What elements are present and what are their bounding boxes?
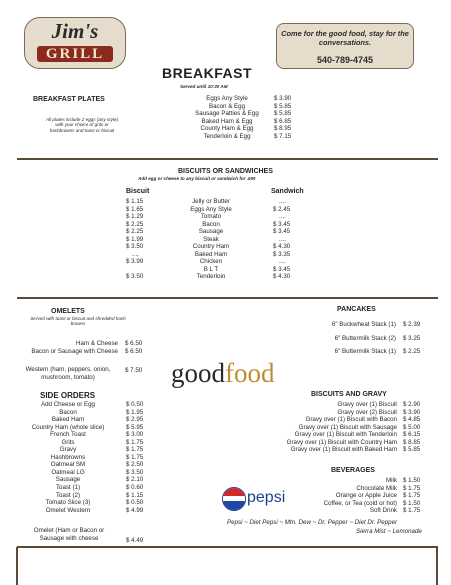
side-order-price: $ 1.75 — [126, 438, 144, 446]
beverage-item: Chocolate Milk — [356, 484, 397, 492]
biscuit-item: Bacon — [202, 220, 220, 228]
sandwich-price: .... — [279, 235, 286, 243]
pepsi-globe-blue — [223, 501, 245, 510]
biscuits-title: BISCUITS OR SANDWICHES — [178, 168, 273, 175]
logo-text-bottom: GRILL — [45, 46, 105, 62]
breakfast-item: Tenderloin & Egg — [203, 132, 251, 140]
jims-grill-logo — [24, 17, 126, 69]
biscuit-item: Eggs Any Style — [190, 205, 232, 213]
side-order-price: $ 3.00 — [126, 431, 144, 439]
beverage-prices — [403, 477, 420, 515]
breakfast-item-names — [186, 95, 268, 140]
breakfast-item: Eggs Any Style — [206, 95, 248, 102]
breakfast-price: $ 3.90 — [274, 95, 292, 102]
beverage-price: $ 1.75 — [403, 507, 421, 515]
biscuit-price: $ 1.65 — [126, 205, 144, 213]
pancake-price: $ 2.39 — [403, 321, 421, 328]
pepsi-wordmark: pepsi — [247, 489, 286, 506]
side-order-item: French Toast — [50, 431, 86, 439]
gravy-price: $ 3.90 — [403, 408, 421, 416]
side-order-prices — [126, 401, 143, 514]
side-order-price: $ 2.95 — [126, 416, 144, 424]
breakfast-plates-note: All plates include 2 eggs (any style) with your choice of grits or hashbrowns and toast or biscuit — [45, 117, 118, 133]
sandwich-price: .... — [279, 258, 286, 266]
biscuit-prices — [126, 198, 143, 281]
phone-number: 540-789-4745 — [316, 55, 374, 65]
gravy-item: Gravy over (1) Biscuit with Bacon — [305, 416, 397, 424]
biscuit-item: Steak — [203, 235, 219, 243]
biscuit-item: Chicken — [199, 258, 223, 266]
biscuit-price — [126, 266, 143, 274]
gravy-price: $ 8.85 — [403, 438, 421, 446]
omelets-note: Served with toast or biscuit and shredded hash browns — [30, 316, 126, 327]
side-order-item: Oatmeal LG — [51, 468, 85, 476]
breakfast-price: $ 6.85 — [274, 117, 292, 125]
side-order-item: Toast (1) — [55, 484, 81, 492]
divider-1 — [17, 158, 438, 160]
side-orders-title: SIDE ORDERS — [40, 391, 96, 400]
breakfast-served-note: Served until 10:30 AM — [180, 84, 228, 89]
beverage-price: $ 1.75 — [403, 484, 421, 492]
breakfast-title: BREAKFAST — [162, 65, 253, 81]
beverage-names — [290, 477, 397, 515]
breakfast-price: $ 8.95 — [274, 125, 292, 133]
gravy-item-names — [270, 401, 397, 454]
gravy-item: Gravy over (1) Biscuit with Baked Ham — [290, 446, 397, 454]
biscuit-price: .... — [132, 250, 139, 258]
divider-bottom — [17, 546, 438, 548]
breakfast-price: $ 7.15 — [274, 132, 292, 140]
side-order-item: Omelet Western — [45, 506, 91, 514]
side-order-names — [20, 401, 116, 514]
gravy-item: Gravy over (1) Biscuit with Sausage — [298, 423, 397, 431]
biscuit-item: Baked Ham — [194, 250, 228, 258]
sandwich-price: $ 3.45 — [273, 228, 291, 236]
side-order-price: $ 2.10 — [126, 476, 144, 484]
sandwich-column-header: Sandwich — [271, 188, 304, 195]
side-order-item: Grits — [61, 438, 75, 446]
gravy-price: $ 5.85 — [403, 446, 421, 454]
sandwich-price: $ 3.35 — [273, 250, 291, 258]
omelet-item: Western (ham, peppers, onion, mushroom, tomato) — [25, 366, 111, 381]
breakfast-item: Baked Ham & Egg — [201, 117, 253, 125]
breakfast-price: $ 5.85 — [274, 110, 292, 118]
soft-drinks-list-2: Sierra Mist ~ Lemonade — [356, 528, 422, 535]
side-order-price: $ 4.49 — [126, 537, 144, 544]
biscuit-column-header: Biscuit — [126, 188, 150, 195]
biscuit-price: $ 1.29 — [126, 213, 144, 221]
tagline-box — [276, 23, 414, 69]
tagline: Come for the good food, stay for the conversations. — [281, 29, 409, 47]
side-order-price: $ 1.75 — [126, 453, 144, 461]
sandwich-price: $ 4.30 — [273, 243, 291, 251]
beverage-item: Milk — [386, 477, 397, 484]
biscuit-price: $ 3.50 — [126, 273, 144, 281]
side-order-price: $ 0.50 — [126, 499, 144, 507]
beverage-item: Coffee, or Tea (cold or hot) — [323, 499, 397, 507]
pepsi-globe-red — [223, 488, 245, 496]
pancake-item: 6" Buttermilk Stack (2) — [334, 335, 396, 342]
side-order-item: Baked Ham — [51, 416, 85, 424]
biscuit-item: Tenderloin — [196, 273, 226, 281]
omelet-price: $ 7.50 — [125, 367, 143, 374]
side-order-item: Hashbrowns — [50, 453, 86, 461]
breakfast-price: $ 5.85 — [274, 102, 292, 110]
side-order-price: $ 0.50 — [126, 401, 144, 408]
beverage-price: $ 1.50 — [403, 477, 421, 484]
beverage-item: Soft Drink — [369, 507, 397, 515]
omelet-item: Ham & Cheese — [76, 340, 118, 347]
biscuit-price: $ 1.15 — [126, 198, 144, 205]
biscuit-price: $ 3.50 — [126, 243, 144, 251]
biscuit-price: $ 1.99 — [126, 235, 144, 243]
biscuit-price: $ 2.25 — [126, 228, 144, 236]
side-order-item: Bacon — [59, 408, 77, 416]
side-order-item: Tomato Slice (3) — [45, 499, 91, 507]
side-order-price: $ 3.50 — [126, 468, 144, 476]
pancake-item: 6" Buttermilk Stack (1) — [334, 348, 396, 355]
side-order-price: $ 1.95 — [126, 408, 144, 416]
gravy-price: $ 6.15 — [403, 431, 421, 439]
biscuits-note: Add egg or cheese to any biscuit or sandwich for .50¢ — [138, 176, 256, 181]
divider-2 — [17, 297, 438, 299]
sandwich-price: $ 2.45 — [273, 205, 291, 213]
breakfast-item-prices — [274, 95, 291, 140]
sandwich-price: $ 3.45 — [273, 265, 291, 273]
side-order-item: Omelet (Ham or Bacon or Sausage with cheese — [33, 527, 105, 542]
gravy-item: Gravy over (1) Biscuit with Country Ham — [286, 438, 397, 446]
breakfast-plates-title: BREAKFAST PLATES — [33, 96, 105, 103]
soft-drinks-list: Pepsi ~ Diet Pepsi ~ Mtn. Dew ~ Dr. Pepper ~ Diet Dr. Pepper — [227, 519, 398, 526]
gravy-item-prices — [403, 401, 420, 454]
side-order-item: Toast (2) — [55, 491, 81, 499]
omelet-price: $ 6.50 — [125, 347, 143, 355]
biscuits-gravy-title: BISCUITS AND GRAVY — [311, 391, 387, 398]
biscuit-item: Tomato — [200, 213, 222, 221]
sandwich-price: .... — [279, 198, 286, 205]
biscuit-item: Country Ham — [192, 243, 230, 251]
biscuit-item: B L T — [203, 265, 219, 273]
gravy-item: Gravy over (2) Biscuit — [337, 408, 397, 416]
omelet-names-1 — [10, 340, 118, 355]
biscuit-item: Jelly or Butter — [192, 198, 230, 205]
biscuit-item-names — [178, 198, 244, 281]
pancake-price: $ 2.25 — [403, 348, 421, 355]
gravy-item: Gravy over (1) Biscuit — [337, 401, 397, 408]
side-order-price: $ 2.50 — [126, 461, 144, 469]
sandwich-price: $ 4.30 — [273, 273, 291, 281]
side-order-item: Country Ham (whole slice) — [31, 423, 105, 431]
pancake-item: 6" Buckwheat Stack (1) — [331, 321, 396, 328]
right-border — [436, 547, 438, 585]
side-order-price: $ 1.15 — [126, 491, 144, 499]
side-order-price: $ 4.99 — [126, 506, 144, 514]
logo-text-top: Jim's — [51, 19, 99, 43]
left-border — [16, 547, 18, 585]
beverage-price: $ 1.75 — [403, 492, 421, 500]
side-order-price: $ 0.60 — [126, 484, 144, 492]
goodfood-logo — [171, 358, 275, 388]
breakfast-item: Sausage Patties & Egg — [195, 110, 259, 118]
side-order-item: Add Cheese or Egg — [40, 401, 95, 408]
side-order-item: Oatmeal SM — [50, 461, 86, 469]
biscuit-item: Sausage — [198, 228, 224, 236]
goodfood-good: good — [171, 358, 225, 388]
side-order-item: Sausage — [55, 476, 81, 484]
beverages-title: BEVERAGES — [331, 467, 375, 474]
pepsi-globe-icon — [222, 487, 246, 511]
omelets-title: OMELETS — [51, 308, 85, 315]
beverage-item: Orange or Apple Juice — [335, 492, 397, 500]
sandwich-price: .... — [279, 213, 286, 221]
pancakes-title: PANCAKES — [337, 306, 376, 313]
gravy-price: $ 5.00 — [403, 423, 421, 431]
biscuit-price: $ 2.25 — [126, 220, 144, 228]
side-order-price: $ 5.95 — [126, 423, 144, 431]
goodfood-food: food — [225, 358, 275, 388]
omelet-price: $ 6.50 — [125, 340, 143, 347]
gravy-price: $ 2.90 — [403, 401, 421, 408]
breakfast-item: Bacon & Egg — [208, 102, 246, 110]
gravy-item: Gravy over (1) Biscuit with Tenderloin — [294, 431, 397, 439]
omelet-prices-1 — [125, 340, 142, 355]
pancake-price: $ 3.25 — [403, 335, 421, 342]
biscuit-price: $ 3.99 — [126, 258, 144, 266]
gravy-price: $ 4.85 — [403, 416, 421, 424]
omelet-item: Bacon or Sausage with Cheese — [31, 347, 118, 355]
sandwich-prices — [273, 198, 290, 281]
sandwich-price: $ 3.45 — [273, 220, 291, 228]
breakfast-item: County Ham & Egg — [200, 125, 254, 133]
side-order-item: Gravy — [59, 446, 77, 454]
side-order-price: $ 1.75 — [126, 446, 144, 454]
beverage-price: $ 1.50 — [403, 499, 421, 507]
